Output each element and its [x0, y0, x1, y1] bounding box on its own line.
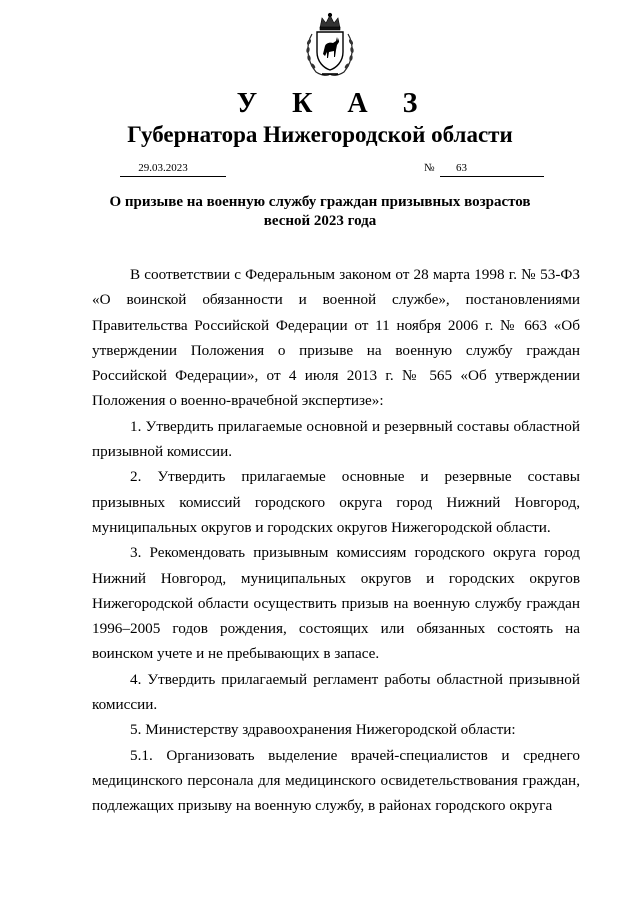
clause-paragraph: 2. Утвердить прилагаемые основные и резервные составы призывных комиссий городского округа город Нижний Новгород, муниципальных округов и городских округов Нижегородской области.	[92, 468, 580, 536]
subject-line-2: весной 2023 года	[263, 213, 377, 229]
coat-of-arms-emblem	[302, 12, 358, 80]
document-type-title: У К А З	[236, 88, 432, 119]
subject-line-1: О призыве на военную службу граждан призывных возрастов	[109, 194, 531, 210]
decree-body	[92, 262, 580, 819]
decree-date: 29.03.2023	[120, 160, 226, 177]
preamble-paragraph: В соответствии с Федеральным законом от 28 марта 1998 г. № 53-ФЗ «О воинской обязанности и военной службе», постановлениями Правительства Российской Федерации от 11 ноября 2006 г. № 663 «Об утверждении Положения о призыве на военную службу граждан Российской Федерации», от 4 июля 2013 г. № 565 «Об утверждении Положения о военно-врачебной экспертизе»:	[92, 266, 580, 410]
clause-paragraph: 4. Утвердить прилагаемый регламент работы областной призывной комиссии.	[92, 670, 580, 714]
issuer-title: Губернатора Нижегородской области	[127, 122, 513, 147]
clause-paragraph: 1. Утвердить прилагаемые основной и резервный составы областной призывной комиссии.	[92, 417, 580, 461]
clause-paragraph: 5.1. Организовать выделение врачей-специалистов и среднего медицинского персонала для медицинского освидетельствования граждан, подлежащих призыву на военную службу, в районах городского округа	[92, 746, 580, 815]
clause-paragraph: 3. Рекомендовать призывным комиссиям городского округа город Нижний Новгород, муниципальных округов и городских округов Нижегородской области осуществить призыв на военную службу граждан 1996–2005 годов рождения, состоящих или обязанных состоять на воинском учете и не пребывающих в запасе.	[92, 544, 580, 663]
clause-paragraph: 5. Министерству здравоохранения Нижегородской области:	[130, 721, 516, 739]
decree-number-label: №	[424, 162, 435, 174]
decree-subject	[80, 193, 560, 231]
decree-number: 63	[440, 160, 544, 177]
